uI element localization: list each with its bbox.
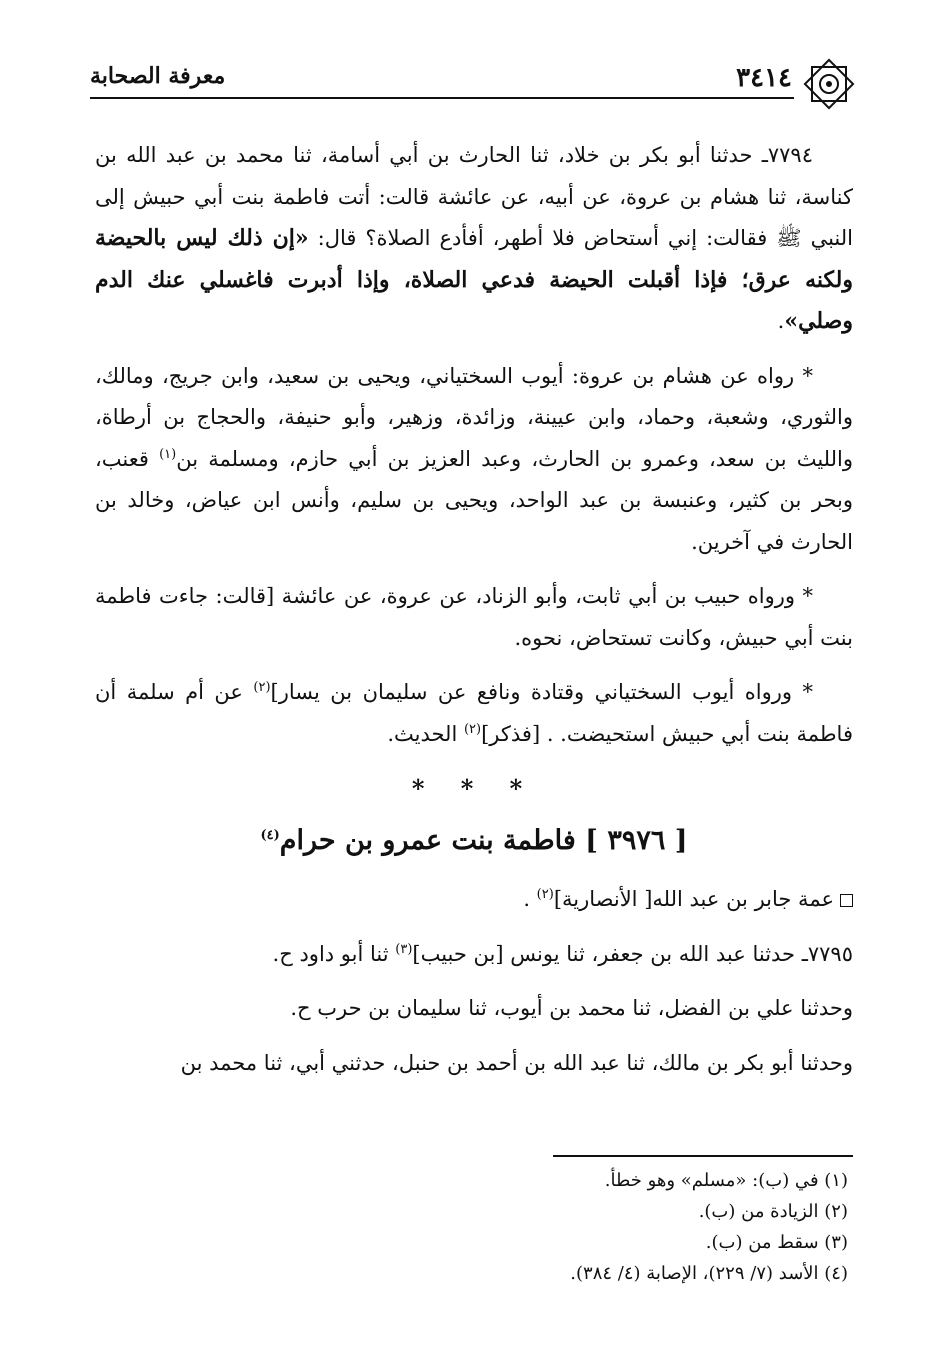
main-text <box>95 135 853 1097</box>
footnote-ref-4[interactable]: (٤) <box>260 827 280 843</box>
entry-desc-before: عمة جابر بن عبد الله[ الأنصارية] <box>553 887 834 911</box>
riwayah-3-middle: عن أم سلمة أن فاطمة بنت أبي حبيش استحيضت. . [فذكر] <box>95 680 853 746</box>
riwayah-3-after: الحديث. <box>387 721 464 746</box>
entry-description <box>95 879 853 921</box>
hadith-7794-text: ٧٧٩٤ـ حدثنا أبو بكر بن خلاد، ثنا الحارث بن أبي أسامة، ثنا محمد بن عبد الله بن كناسة، ثنا هشام بن عروة، عن أبيه، عن عائشة قالت: أتت فاطمة بنت أبي حبيش إلى النبي ﷺ فقالت: إني أستحاض فلا أطهر، أفأدع الصلاة؟ قال: <box>95 143 853 250</box>
riwayah-3-before: * ورواه أيوب السختياني وقتادة ونافع عن سليمان بن يسار] <box>270 680 814 704</box>
hadith-7795-line-2 <box>95 988 853 1030</box>
footnote-ref-1[interactable]: (١) <box>159 446 177 462</box>
riwayah-paragraph-1 <box>95 356 853 564</box>
header-rule <box>90 97 794 99</box>
hadith-7795-l2: وحدثنا علي بن الفضل، ثنا محمد بن أيوب، ثنا سليمان بن حرب ح. <box>290 996 853 1020</box>
running-title: معرفة الصحابة <box>90 63 226 89</box>
footnote-ref-2c[interactable]: (٢) <box>536 887 554 902</box>
entry-desc-after: . <box>523 887 537 911</box>
footnote-ref-2a[interactable]: (٢) <box>253 680 271 695</box>
square-bullet-icon <box>840 894 853 907</box>
hadith-7795-l1-before: ٧٧٩٥ـ حدثنا عبد الله بن جعفر، ثنا يونس [بن حبيب] <box>412 941 853 966</box>
footnote-3: (٣) سقط من (ب). <box>705 1232 848 1253</box>
page-header <box>90 55 858 105</box>
footnotes <box>95 1165 848 1289</box>
hadith-7795-l1-after: ثنا أبو داود ح. <box>272 941 396 966</box>
hadith-7795-line-1 <box>95 934 853 976</box>
riwayah-paragraph-2 <box>95 576 853 659</box>
footnote-2: (٢) الزيادة من (ب). <box>698 1201 848 1222</box>
hadith-7794-matn: «إن ذلك ليس بالحيضة ولكنه عرق؛ فإذا أقبلت الحيضة فدعي الصلاة، وإذا أدبرت فاغسلي عنك الدم وصلي» <box>95 225 853 334</box>
section-separator: * * * <box>411 774 537 803</box>
riwayah-2-text: * ورواه حبيب بن أبي ثابت، وأبو الزناد، عن عروة، عن عائشة [قالت: جاءت فاطمة بنت أبي حبيش، وكانت تستحاض، نحوه. <box>95 584 853 650</box>
entry-heading <box>95 820 853 862</box>
riwayah-paragraph-3 <box>95 672 853 755</box>
footnote-4: (٤) الأسد (٧/ ٢٢٩)، الإصابة (٤/ ٣٨٤). <box>570 1263 848 1284</box>
footnote-ref-3[interactable]: (٣) <box>395 941 413 957</box>
octagonal-ornament-icon <box>800 55 858 113</box>
footnote-1: (١) في (ب): «مسلم» وهو خطأ. <box>604 1170 848 1191</box>
riwayah-1-after: قعنب، وبحر بن كثير، وعنبسة بن عبد الواحد، ويحيى بن سليم، وأنس ابن عياض، وخالد بن الحارث في آخرين. <box>95 446 853 554</box>
footnote-rule <box>553 1155 853 1157</box>
hadith-7794 <box>95 135 853 343</box>
entry-heading-text: [ ٣٩٧٦ ] فاطمة بنت عمرو بن حرام <box>279 824 688 856</box>
hadith-7794-end: . <box>777 309 785 333</box>
page-number: ٣٤١٤ <box>736 63 792 93</box>
footnote-ref-2b[interactable]: (٢) <box>463 721 482 737</box>
riwayah-1-before: * رواه عن هشام بن عروة: أيوب السختياني، ويحيى بن سعيد، وابن جريج، ومالك، والثوري، وشعبة، وحماد، وابن عيينة، وزائدة، وزهير، وأبو حنيفة، والحجاج بن أرطاة، والليث بن سعد، وعمرو بن الحارث، وعبد العزيز بن أبي حازم، ومسلمة بن <box>95 363 853 471</box>
hadith-7795-l3: وحدثنا أبو بكر بن مالك، ثنا عبد الله بن أحمد بن حنبل، حدثني أبي، ثنا محمد بن <box>180 1050 853 1075</box>
hadith-7795-line-3 <box>95 1043 853 1085</box>
